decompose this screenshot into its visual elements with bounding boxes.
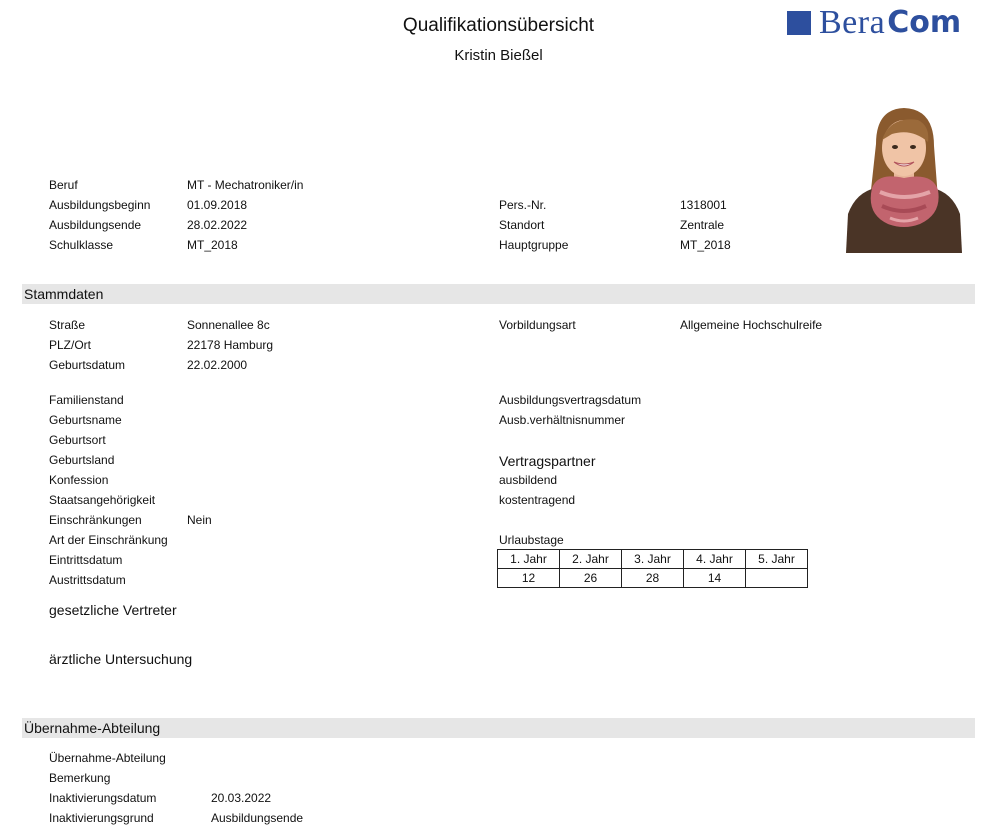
label-ausbildungsbeginn: Ausbildungsbeginn xyxy=(49,198,151,212)
value-schulklasse: MT_2018 xyxy=(187,238,238,252)
label-ausbildungsvertragsdatum: Ausbildungsvertragsdatum xyxy=(499,393,642,407)
urlaub-header-cell: 1. Jahr xyxy=(498,550,560,569)
urlaub-value-cell: 28 xyxy=(622,569,684,588)
label-urlaubstage: Urlaubstage xyxy=(499,533,564,547)
label-pers-nr: Pers.-Nr. xyxy=(499,198,547,212)
label-einschraenkungen: Einschränkungen xyxy=(49,513,142,527)
label-ausb-verhaeltnisnummer: Ausb.verhältnisnummer xyxy=(499,413,626,427)
logo-square-icon xyxy=(787,11,811,35)
value-ausbildungsende: 28.02.2022 xyxy=(187,218,248,232)
label-inaktivierungsdatum: Inaktivierungsdatum xyxy=(49,791,157,805)
label-austrittsdatum: Austrittsdatum xyxy=(49,573,126,587)
value-hauptgruppe: MT_2018 xyxy=(680,238,731,252)
label-hauptgruppe: Hauptgruppe xyxy=(499,238,569,252)
profile-photo xyxy=(846,104,962,253)
urlaub-value-cell: 26 xyxy=(560,569,622,588)
page-title: Qualifikationsübersicht xyxy=(402,15,595,36)
value-standort: Zentrale xyxy=(680,218,725,232)
logo-text-bera: Bera xyxy=(819,4,886,41)
label-bemerkung: Bemerkung xyxy=(49,771,111,785)
gesetzliche-vertreter-heading: gesetzliche Vertreter xyxy=(49,602,177,618)
label-uebernahme-abteilung: Übernahme-Abteilung xyxy=(49,751,166,765)
urlaubstage-table xyxy=(497,549,808,588)
urlaub-value-cell: 14 xyxy=(684,569,746,588)
label-strasse: Straße xyxy=(49,318,86,332)
label-staatsangehoerigkeit: Staatsangehörigkeit xyxy=(49,493,156,507)
urlaub-value-cell: 12 xyxy=(498,569,560,588)
label-eintrittsdatum: Eintrittsdatum xyxy=(49,553,123,567)
label-standort: Standort xyxy=(499,218,545,232)
urlaubstage-header-row xyxy=(498,550,808,569)
label-schulklasse: Schulklasse xyxy=(49,238,114,252)
value-einschraenkungen: Nein xyxy=(187,513,212,527)
person-name: Kristin Bießel xyxy=(454,47,543,64)
label-ausbildend: ausbildend xyxy=(499,473,558,487)
section-uebernahme xyxy=(22,718,975,738)
label-beruf: Beruf xyxy=(49,178,78,192)
value-strasse: Sonnenallee 8c xyxy=(187,318,270,332)
urlaubstage-value-row xyxy=(498,569,808,588)
label-inaktivierungsgrund: Inaktivierungsgrund xyxy=(49,811,154,825)
value-inaktivierungsdatum: 20.03.2022 xyxy=(211,791,272,805)
value-beruf: MT - Mechatroniker/in xyxy=(187,178,304,192)
section-uebernahme-title: Übernahme-Abteilung xyxy=(24,720,161,736)
portrait-illustration xyxy=(846,104,962,253)
label-familienstand: Familienstand xyxy=(49,393,124,407)
value-pers-nr: 1318001 xyxy=(680,198,727,212)
label-konfession: Konfession xyxy=(49,473,109,487)
value-inaktivierungsgrund: Ausbildungsende xyxy=(211,811,304,825)
label-plz-ort: PLZ/Ort xyxy=(49,338,92,352)
value-vorbildungsart: Allgemeine Hochschulreife xyxy=(680,318,823,332)
vertragspartner-heading: Vertragspartner xyxy=(499,453,596,469)
beracom-logo xyxy=(787,6,961,40)
urlaub-value-cell xyxy=(746,569,808,588)
urlaub-header-cell: 3. Jahr xyxy=(622,550,684,569)
section-stammdaten-title: Stammdaten xyxy=(24,286,104,302)
label-ausbildungsende: Ausbildungsende xyxy=(49,218,142,232)
label-geburtsname: Geburtsname xyxy=(49,413,122,427)
value-geburtsdatum: 22.02.2000 xyxy=(187,358,248,372)
value-plz-ort: 22178 Hamburg xyxy=(187,338,274,352)
label-geburtsort: Geburtsort xyxy=(49,433,106,447)
label-geburtsdatum: Geburtsdatum xyxy=(49,358,126,372)
urlaub-header-cell: 2. Jahr xyxy=(560,550,622,569)
urlaub-header-cell: 4. Jahr xyxy=(684,550,746,569)
label-geburtsland: Geburtsland xyxy=(49,453,115,467)
aerztliche-untersuchung-heading: ärztliche Untersuchung xyxy=(49,651,193,667)
logo-text-com: Com xyxy=(887,5,962,40)
value-ausbildungsbeginn: 01.09.2018 xyxy=(187,198,248,212)
label-kostentragend: kostentragend xyxy=(499,493,576,507)
label-vorbildungsart: Vorbildungsart xyxy=(499,318,576,332)
label-art-der-einschraenkung: Art der Einschränkung xyxy=(49,533,168,547)
urlaub-header-cell: 5. Jahr xyxy=(746,550,808,569)
section-stammdaten xyxy=(22,284,975,304)
